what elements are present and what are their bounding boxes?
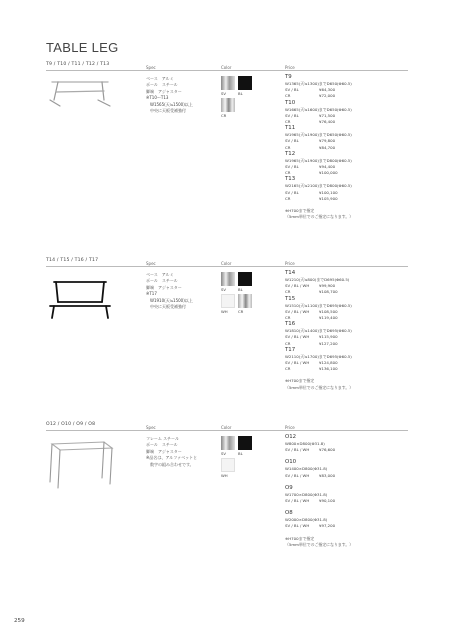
spec-line: ベース アルミ xyxy=(146,76,174,81)
model-size: W1700×D800(Φ31.8) xyxy=(285,491,328,497)
swatch-bl xyxy=(238,272,252,286)
swatch-sv xyxy=(221,436,235,450)
price-key: CR xyxy=(285,315,291,321)
model-size: W1210(天≒800)までD695(Φ60.5) xyxy=(285,277,350,282)
price-value: ¥97,200 xyxy=(319,523,336,529)
price-key: SV / BL xyxy=(285,138,299,144)
section-divider xyxy=(46,70,408,71)
swatch-label: SV xyxy=(221,287,227,292)
model-block xyxy=(285,459,385,478)
price-key: CR xyxy=(285,93,291,99)
price-key: SV / BL / WH xyxy=(285,283,310,289)
section-title: T14 / T15 / T16 / T17 xyxy=(46,258,99,263)
price-value: ¥108,500 xyxy=(319,308,338,314)
swatch-label: SV xyxy=(221,451,227,456)
price-value: ¥115,900 xyxy=(319,334,338,340)
model-size: W1665(天≒1600)までD650(Φ60.5) xyxy=(285,106,352,112)
model-block xyxy=(285,74,385,100)
price-value: ¥94,400 xyxy=(319,164,336,170)
model-size: W2165(天≒2100)までD800(Φ60.5) xyxy=(285,183,352,189)
swatch-cr xyxy=(221,98,235,112)
model-size: W1400×D800(Φ31.8) xyxy=(285,466,328,472)
model-size: W1365(天≒1300)までD650(Φ60.5) xyxy=(285,81,352,86)
model-name: T16 xyxy=(285,321,296,328)
color-swatches xyxy=(221,272,281,322)
swatch-label: SV xyxy=(221,91,227,96)
swatch-bl xyxy=(238,76,252,90)
price-note xyxy=(285,536,385,548)
model-block xyxy=(285,176,385,202)
price-key: SV / BL / WH xyxy=(285,472,310,478)
page-number: 259 xyxy=(14,618,25,624)
swatch-label: WH xyxy=(221,309,228,314)
model-name: O12 xyxy=(285,434,297,440)
spec-line: フレーム スチール xyxy=(146,436,179,441)
model-name: T9 xyxy=(285,74,292,80)
price-value: ¥71,500 xyxy=(319,112,336,118)
price-value: ¥119,400 xyxy=(319,315,338,321)
model-block xyxy=(285,434,385,453)
price-key: SV / BL / WH xyxy=(285,360,310,366)
swatch-label: BL xyxy=(238,451,243,456)
price-value: ¥136,100 xyxy=(319,366,338,372)
section-t14-t17 xyxy=(46,258,408,418)
model-block xyxy=(285,485,385,504)
spec-list xyxy=(146,272,226,310)
price-value: ¥90,100 xyxy=(319,498,336,504)
price-key: SV / BL / WH xyxy=(285,523,310,529)
spec-list xyxy=(146,436,226,468)
price-note xyxy=(285,208,385,220)
price-key: CR xyxy=(285,195,291,201)
model-size: W1810(天≒1400)までD695(Φ60.5) xyxy=(285,328,352,334)
price-value: ¥76,600 xyxy=(319,447,336,453)
table-leg-t-illustration xyxy=(46,78,116,110)
spec-line: 中央に天板受補強付 xyxy=(146,304,186,310)
price-value: ¥124,800 xyxy=(319,360,338,366)
model-size: W1510(天≒1100)までD695(Φ60.5) xyxy=(285,302,352,308)
model-block xyxy=(285,270,385,296)
model-size: W1965(天≒1900)までD800(Φ60.5) xyxy=(285,157,352,163)
color-header: Color xyxy=(221,65,232,70)
price-key: CR xyxy=(285,170,291,176)
note-line: ※H700まで指定 xyxy=(285,535,315,541)
spec-line: 数字の組み合わせです。 xyxy=(146,461,194,467)
spec-line: 脚端 アジャスター xyxy=(146,284,182,290)
spec-line: ポール スチール xyxy=(146,442,178,448)
spec-line: 中央に天板受補強付 xyxy=(146,108,186,114)
color-swatches xyxy=(221,436,281,486)
price-key: CR xyxy=(285,366,291,372)
spec-line: ※T10〜T13 xyxy=(146,95,169,101)
price-value: ¥100,100 xyxy=(319,189,338,195)
price-value: ¥108,700 xyxy=(319,289,338,295)
page-title: TABLE LEG xyxy=(46,40,119,55)
price-key: SV / BL xyxy=(285,87,299,93)
price-value: ¥83,000 xyxy=(319,472,336,478)
model-name: O9 xyxy=(285,484,293,491)
model-block xyxy=(285,125,385,151)
model-block xyxy=(285,296,385,322)
price-key: CR xyxy=(285,340,291,346)
model-name: T11 xyxy=(285,125,296,132)
model-block xyxy=(285,321,385,347)
price-key: CR xyxy=(285,144,291,150)
swatch-cr xyxy=(238,294,252,308)
price-value: ¥84,700 xyxy=(319,144,336,150)
spec-line: ※T17 xyxy=(146,291,157,297)
swatch-wh xyxy=(221,294,235,308)
swatch-sv xyxy=(221,272,235,286)
price-value: ¥99,900 xyxy=(319,283,336,289)
spec-line: 脚端 アジャスター xyxy=(146,448,182,454)
spec-list xyxy=(146,76,226,114)
note-line: ※H700まで指定 xyxy=(285,208,315,214)
price-header: Price xyxy=(285,65,295,70)
price-value: ¥76,400 xyxy=(319,119,336,125)
price-value: ¥72,000 xyxy=(319,93,336,99)
spec-line: ※品名は、アルファベットと xyxy=(146,455,198,461)
color-header: Color xyxy=(221,261,232,266)
swatch-label: BL xyxy=(238,91,243,96)
spec-header: Spec xyxy=(146,425,156,430)
note-line: （5mm単位でのご指定になります。） xyxy=(285,541,354,547)
model-name: T13 xyxy=(285,176,296,183)
spec-line: 脚端 アジャスター xyxy=(146,88,182,94)
swatch-label: CR xyxy=(221,113,227,118)
section-t9-t13 xyxy=(46,62,408,252)
price-value: ¥100,000 xyxy=(319,170,338,176)
price-key: SV / BL / WH xyxy=(285,308,310,314)
swatch-label: CR xyxy=(238,309,244,314)
price-key: CR xyxy=(285,289,291,295)
spec-header: Spec xyxy=(146,261,156,266)
price-key: SV / BL xyxy=(285,189,299,195)
price-value: ¥105,900 xyxy=(319,195,338,201)
section-divider xyxy=(46,430,408,431)
price-list xyxy=(285,270,385,391)
model-name: T15 xyxy=(285,295,296,302)
swatch-sv xyxy=(221,76,235,90)
price-list xyxy=(285,434,385,548)
swatch-label: WH xyxy=(221,473,228,478)
color-header: Color xyxy=(221,425,232,430)
price-key: SV / BL xyxy=(285,112,299,118)
model-size: W2110(天≒1700)までD695(Φ60.5) xyxy=(285,353,352,359)
model-size: W1965(天≒1900)までD650(Φ60.5) xyxy=(285,132,352,138)
table-leg-o-illustration xyxy=(46,438,116,490)
spec-line: W1910(天≒1500)以上 xyxy=(146,297,193,303)
price-value: ¥127,200 xyxy=(319,340,338,346)
spec-line: ベース アルミ xyxy=(146,272,174,277)
model-name: O10 xyxy=(285,459,297,466)
model-block xyxy=(285,347,385,373)
price-value: ¥64,300 xyxy=(319,87,336,93)
model-size: W2000×D800(Φ31.8) xyxy=(285,517,328,523)
price-key: SV / BL / WH xyxy=(285,498,310,504)
section-title: O12 / O10 / O9 / O8 xyxy=(46,422,96,427)
price-note xyxy=(285,378,385,390)
model-block xyxy=(285,151,385,177)
model-size: W800×D800(Φ31.8) xyxy=(285,441,325,446)
price-list xyxy=(285,74,385,220)
spec-line: W1565(天≒1500)以上 xyxy=(146,101,193,107)
swatch-wh xyxy=(221,458,235,472)
section-o12-o8 xyxy=(46,422,408,582)
model-name: O8 xyxy=(285,510,293,517)
section-title: T9 / T10 / T11 / T12 / T13 xyxy=(46,62,110,67)
price-key: SV / BL / WH xyxy=(285,334,310,340)
model-block xyxy=(285,100,385,126)
swatch-label: BL xyxy=(238,287,243,292)
model-name: T12 xyxy=(285,150,296,157)
table-leg-t-black-illustration xyxy=(46,276,116,324)
price-value: ¥79,800 xyxy=(319,138,336,144)
price-key: SV / BL / WH xyxy=(285,447,310,453)
model-name: T10 xyxy=(285,99,296,106)
model-name: T17 xyxy=(285,346,296,353)
spec-header: Spec xyxy=(146,65,156,70)
section-divider xyxy=(46,266,408,267)
price-key: SV / BL xyxy=(285,164,299,170)
model-name: T14 xyxy=(285,270,296,276)
swatch-bl xyxy=(238,436,252,450)
spec-line: ポール スチール xyxy=(146,278,178,284)
model-block xyxy=(285,510,385,529)
spec-line: ポール スチール xyxy=(146,82,178,88)
note-line: （5mm単位でのご指定になります。） xyxy=(285,384,354,390)
price-header: Price xyxy=(285,425,295,430)
price-header: Price xyxy=(285,261,295,266)
note-line: ※H700まで指定 xyxy=(285,378,315,384)
price-key: CR xyxy=(285,119,291,125)
note-line: （5mm単位でのご指定になります。） xyxy=(285,214,354,220)
color-swatches xyxy=(221,76,281,126)
